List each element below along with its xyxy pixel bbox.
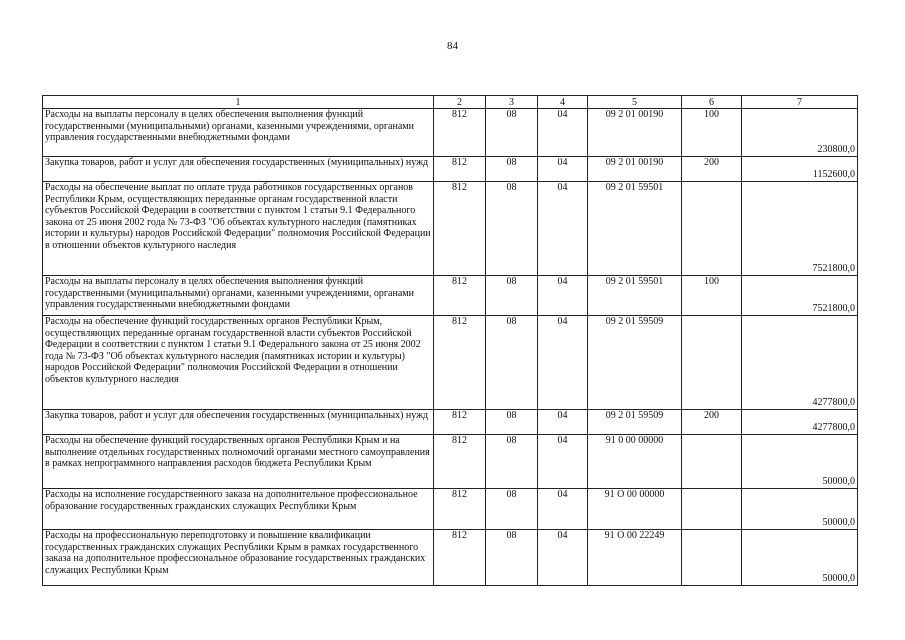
expense-type-code: 100 <box>682 109 742 157</box>
expense-name: Расходы на выплаты персоналу в целях обеспечения выполнения функций государственными (муниципальными) органами, казенными учреждениями, органами управления государственными внебюджетными фондами <box>43 109 434 157</box>
amount: 230800,0 <box>742 109 858 157</box>
department-code: 812 <box>434 489 486 530</box>
table-row <box>43 316 858 410</box>
subsection-code: 04 <box>538 109 588 157</box>
column-header-4: 4 <box>538 96 588 109</box>
section-code: 08 <box>486 157 538 182</box>
table-row <box>43 276 858 316</box>
column-header-2: 2 <box>434 96 486 109</box>
amount: 7521800,0 <box>742 276 858 316</box>
target-article-code: 09 2 01 00190 <box>588 157 682 182</box>
subsection-code: 04 <box>538 182 588 276</box>
table-row <box>43 435 858 489</box>
department-code: 812 <box>434 435 486 489</box>
column-header-5: 5 <box>588 96 682 109</box>
column-header-1: 1 <box>43 96 434 109</box>
subsection-code: 04 <box>538 489 588 530</box>
expense-name: Расходы на обеспечение функций государственных органов Республики Крым и на выполнение отдельных государственных полномочий органами местного самоуправления в рамках непрограммного направления расходов бюджета Республики Крым <box>43 435 434 489</box>
department-code: 812 <box>434 182 486 276</box>
section-code: 08 <box>486 410 538 435</box>
target-article-code: 91 0 00 00000 <box>588 435 682 489</box>
subsection-code: 04 <box>538 157 588 182</box>
amount: 4277800,0 <box>742 316 858 410</box>
amount: 50000,0 <box>742 530 858 586</box>
section-code: 08 <box>486 109 538 157</box>
header-row <box>43 96 858 109</box>
expense-type-code <box>682 489 742 530</box>
section-code: 08 <box>486 435 538 489</box>
department-code: 812 <box>434 157 486 182</box>
department-code: 812 <box>434 316 486 410</box>
column-header-6: 6 <box>682 96 742 109</box>
subsection-code: 04 <box>538 276 588 316</box>
subsection-code: 04 <box>538 316 588 410</box>
amount: 1152600,0 <box>742 157 858 182</box>
table-row <box>43 489 858 530</box>
amount: 50000,0 <box>742 435 858 489</box>
section-code: 08 <box>486 182 538 276</box>
subsection-code: 04 <box>538 435 588 489</box>
expense-type-code: 100 <box>682 276 742 316</box>
target-article-code: 09 2 01 00190 <box>588 109 682 157</box>
table-row <box>43 157 858 182</box>
department-code: 812 <box>434 530 486 586</box>
expense-name: Расходы на обеспечение функций государственных органов Республики Крым, осуществляющих переданные органам государственной власти субъектов Российской Федерации в соответствии с пунктом 1 статьи 9.1 Федерального закона от 25 июня 2002 года № 73-ФЗ "Об объектах культурного наследия (памятниках истории и культуры) народов Российской Федерации" полномочия Российской Федерации в отношении объектов культурного наследия <box>43 316 434 410</box>
column-header-7: 7 <box>742 96 858 109</box>
expense-name: Закупка товаров, работ и услуг для обеспечения государственных (муниципальных) нужд <box>43 157 434 182</box>
table-row <box>43 109 858 157</box>
department-code: 812 <box>434 109 486 157</box>
expense-type-code <box>682 530 742 586</box>
expense-name: Расходы на выплаты персоналу в целях обеспечения выполнения функций государственными (муниципальными) органами, казенными учреждениями, органами управления государственными внебюджетными фондами <box>43 276 434 316</box>
section-code: 08 <box>486 530 538 586</box>
expense-type-code <box>682 182 742 276</box>
section-code: 08 <box>486 316 538 410</box>
amount: 50000,0 <box>742 489 858 530</box>
expense-type-code: 200 <box>682 157 742 182</box>
expense-name: Расходы на обеспечение выплат по оплате труда работников государственных органов Республики Крым, осуществляющих переданные органам государственной власти субъектов Российской Федерации в соответствии с пунктом 1 статьи 9.1 Федерального закона от 25 июня 2002 года № 73-ФЗ "Об объектах культурного наследия (памятниках истории и культуры) народов Российской Федерации" полномочия Российской Федерации в отношении объектов культурного наследия <box>43 182 434 276</box>
expense-type-code <box>682 435 742 489</box>
department-code: 812 <box>434 410 486 435</box>
expense-name: Закупка товаров, работ и услуг для обеспечения государственных (муниципальных) нужд <box>43 410 434 435</box>
expense-name: Расходы на исполнение государственного заказа на дополнительное профессиональное образование государственных гражданских служащих Республики Крым <box>43 489 434 530</box>
budget-table <box>42 95 858 586</box>
subsection-code: 04 <box>538 530 588 586</box>
target-article-code: 91 О 00 22249 <box>588 530 682 586</box>
subsection-code: 04 <box>538 410 588 435</box>
page-number: 84 <box>447 40 458 52</box>
table-row <box>43 182 858 276</box>
amount: 7521800,0 <box>742 182 858 276</box>
amount: 4277800,0 <box>742 410 858 435</box>
target-article-code: 09 2 01 59501 <box>588 182 682 276</box>
table-row <box>43 530 858 586</box>
expense-type-code <box>682 316 742 410</box>
section-code: 08 <box>486 489 538 530</box>
target-article-code: 09 2 01 59501 <box>588 276 682 316</box>
table-row <box>43 410 858 435</box>
target-article-code: 09 2 01 59509 <box>588 316 682 410</box>
target-article-code: 09 2 01 59509 <box>588 410 682 435</box>
section-code: 08 <box>486 276 538 316</box>
target-article-code: 91 О 00 00000 <box>588 489 682 530</box>
expense-type-code: 200 <box>682 410 742 435</box>
column-header-3: 3 <box>486 96 538 109</box>
expense-name: Расходы на профессиональную переподготовку и повышение квалификации государственных гражданских служащих Республики Крым в рамках государственного заказа на дополнительное профессиональное образование государственных гражданских служащих Республики Крым <box>43 530 434 586</box>
department-code: 812 <box>434 276 486 316</box>
